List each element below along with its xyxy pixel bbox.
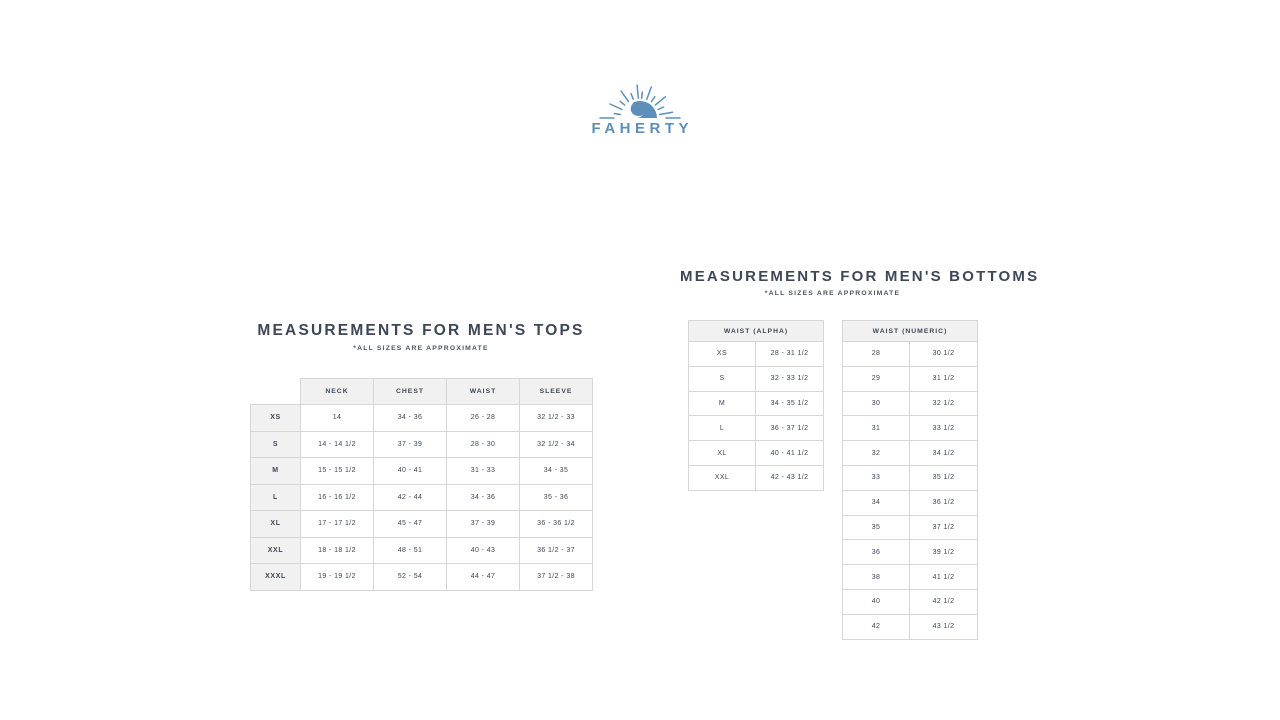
table-row <box>843 416 978 441</box>
measurement-cell: 42 - 44 <box>374 484 447 511</box>
waist-numeric-header: WAIST (NUMERIC) <box>843 321 978 342</box>
tops-section-title: MEASUREMENTS FOR MEN'S TOPS <box>257 322 585 339</box>
measurement-cell: 37 1/2 <box>910 515 978 540</box>
measurement-cell: 35 1/2 <box>910 465 978 490</box>
measurement-cell: 40 - 43 <box>447 537 520 564</box>
size-label-cell: S <box>689 366 756 391</box>
size-label-cell: XL <box>251 511 301 538</box>
size-label-cell: 31 <box>843 416 910 441</box>
measurement-cell: 32 1/2 - 34 <box>520 431 593 458</box>
measurement-cell: 14 - 14 1/2 <box>301 431 374 458</box>
measurement-cell: 40 - 41 <box>374 458 447 485</box>
measurement-cell: 30 1/2 <box>910 342 978 367</box>
measurement-cell: 26 - 28 <box>447 405 520 432</box>
column-header-sleeve: SLEEVE <box>520 379 593 405</box>
measurement-cell: 15 - 15 1/2 <box>301 458 374 485</box>
table-row <box>251 564 593 591</box>
table-row <box>251 405 593 432</box>
brand-name: FAHERTY <box>591 120 694 137</box>
measurement-cell: 45 - 47 <box>374 511 447 538</box>
rising-sun-wave-icon <box>598 72 682 124</box>
waist-alpha-table <box>688 320 824 491</box>
measurement-cell: 34 - 36 <box>374 405 447 432</box>
tops-size-table <box>250 378 593 591</box>
measurement-cell: 48 - 51 <box>374 537 447 564</box>
waist-alpha-header: WAIST (ALPHA) <box>689 321 824 342</box>
measurement-cell: 52 - 54 <box>374 564 447 591</box>
column-header-waist: WAIST <box>447 379 520 405</box>
size-label-cell: M <box>251 458 301 485</box>
table-row <box>843 565 978 590</box>
waist-numeric-table <box>842 320 978 640</box>
size-label-cell: S <box>251 431 301 458</box>
measurement-cell: 37 - 39 <box>374 431 447 458</box>
measurement-cell: 18 - 18 1/2 <box>301 537 374 564</box>
column-header-neck: NECK <box>301 379 374 405</box>
measurement-cell: 16 - 16 1/2 <box>301 484 374 511</box>
table-row <box>251 431 593 458</box>
tops-header-row <box>251 379 593 405</box>
table-row <box>689 441 824 466</box>
measurement-cell: 32 1/2 <box>910 391 978 416</box>
size-label-cell: XS <box>251 405 301 432</box>
measurement-cell: 14 <box>301 405 374 432</box>
measurement-cell: 37 1/2 - 38 <box>520 564 593 591</box>
size-label-cell: 35 <box>843 515 910 540</box>
table-row <box>689 416 824 441</box>
size-label-cell: XXL <box>689 465 756 490</box>
size-label-cell: L <box>251 484 301 511</box>
measurement-cell: 31 - 33 <box>447 458 520 485</box>
table-row <box>843 589 978 614</box>
measurement-cell: 28 - 31 1/2 <box>756 342 824 367</box>
measurement-cell: 36 - 36 1/2 <box>520 511 593 538</box>
measurement-cell: 34 - 35 <box>520 458 593 485</box>
table-row <box>843 342 978 367</box>
brand-logo <box>587 72 693 137</box>
measurement-cell: 39 1/2 <box>910 540 978 565</box>
table-row <box>843 366 978 391</box>
size-label-cell: M <box>689 391 756 416</box>
column-header-chest: CHEST <box>374 379 447 405</box>
tops-section-subtitle: *ALL SIZES ARE APPROXIMATE <box>353 345 489 352</box>
size-label-cell: 33 <box>843 465 910 490</box>
measurement-cell: 36 - 37 1/2 <box>756 416 824 441</box>
measurement-cell: 34 - 35 1/2 <box>756 391 824 416</box>
measurement-cell: 44 - 47 <box>447 564 520 591</box>
size-label-cell: 42 <box>843 614 910 639</box>
measurement-cell: 41 1/2 <box>910 565 978 590</box>
bottoms-section-title: MEASUREMENTS FOR MEN'S BOTTOMS <box>680 268 1040 285</box>
size-label-cell: 34 <box>843 490 910 515</box>
measurement-cell: 32 - 33 1/2 <box>756 366 824 391</box>
table-row <box>843 614 978 639</box>
table-row <box>843 391 978 416</box>
size-label-cell: XL <box>689 441 756 466</box>
table-row <box>843 465 978 490</box>
table-row <box>251 537 593 564</box>
bottoms-section-subtitle: *ALL SIZES ARE APPROXIMATE <box>764 290 901 297</box>
measurement-cell: 28 - 30 <box>447 431 520 458</box>
measurement-cell: 34 1/2 <box>910 441 978 466</box>
measurement-cell: 31 1/2 <box>910 366 978 391</box>
measurement-cell: 36 1/2 - 37 <box>520 537 593 564</box>
table-row <box>843 441 978 466</box>
measurement-cell: 17 - 17 1/2 <box>301 511 374 538</box>
size-label-cell: 40 <box>843 589 910 614</box>
table-row <box>689 366 824 391</box>
measurement-cell: 43 1/2 <box>910 614 978 639</box>
measurement-cell: 42 1/2 <box>910 589 978 614</box>
size-label-cell: 30 <box>843 391 910 416</box>
blank-corner-cell <box>251 379 301 405</box>
size-label-cell: 36 <box>843 540 910 565</box>
measurement-cell: 42 - 43 1/2 <box>756 465 824 490</box>
measurement-cell: 19 - 19 1/2 <box>301 564 374 591</box>
size-label-cell: XS <box>689 342 756 367</box>
table-row <box>689 391 824 416</box>
size-label-cell: L <box>689 416 756 441</box>
table-row <box>843 540 978 565</box>
measurement-cell: 36 1/2 <box>910 490 978 515</box>
size-label-cell: 38 <box>843 565 910 590</box>
table-row <box>251 511 593 538</box>
measurement-cell: 34 - 36 <box>447 484 520 511</box>
alpha-header-row <box>689 321 824 342</box>
table-row <box>689 342 824 367</box>
table-row <box>843 515 978 540</box>
table-row <box>251 484 593 511</box>
size-label-cell: XXL <box>251 537 301 564</box>
size-label-cell: 29 <box>843 366 910 391</box>
size-label-cell: 32 <box>843 441 910 466</box>
size-label-cell: 28 <box>843 342 910 367</box>
table-row <box>843 490 978 515</box>
table-row <box>689 465 824 490</box>
size-label-cell: XXXL <box>251 564 301 591</box>
measurement-cell: 35 - 36 <box>520 484 593 511</box>
table-row <box>251 458 593 485</box>
numeric-header-row <box>843 321 978 342</box>
measurement-cell: 40 - 41 1/2 <box>756 441 824 466</box>
measurement-cell: 32 1/2 - 33 <box>520 405 593 432</box>
measurement-cell: 37 - 39 <box>447 511 520 538</box>
measurement-cell: 33 1/2 <box>910 416 978 441</box>
